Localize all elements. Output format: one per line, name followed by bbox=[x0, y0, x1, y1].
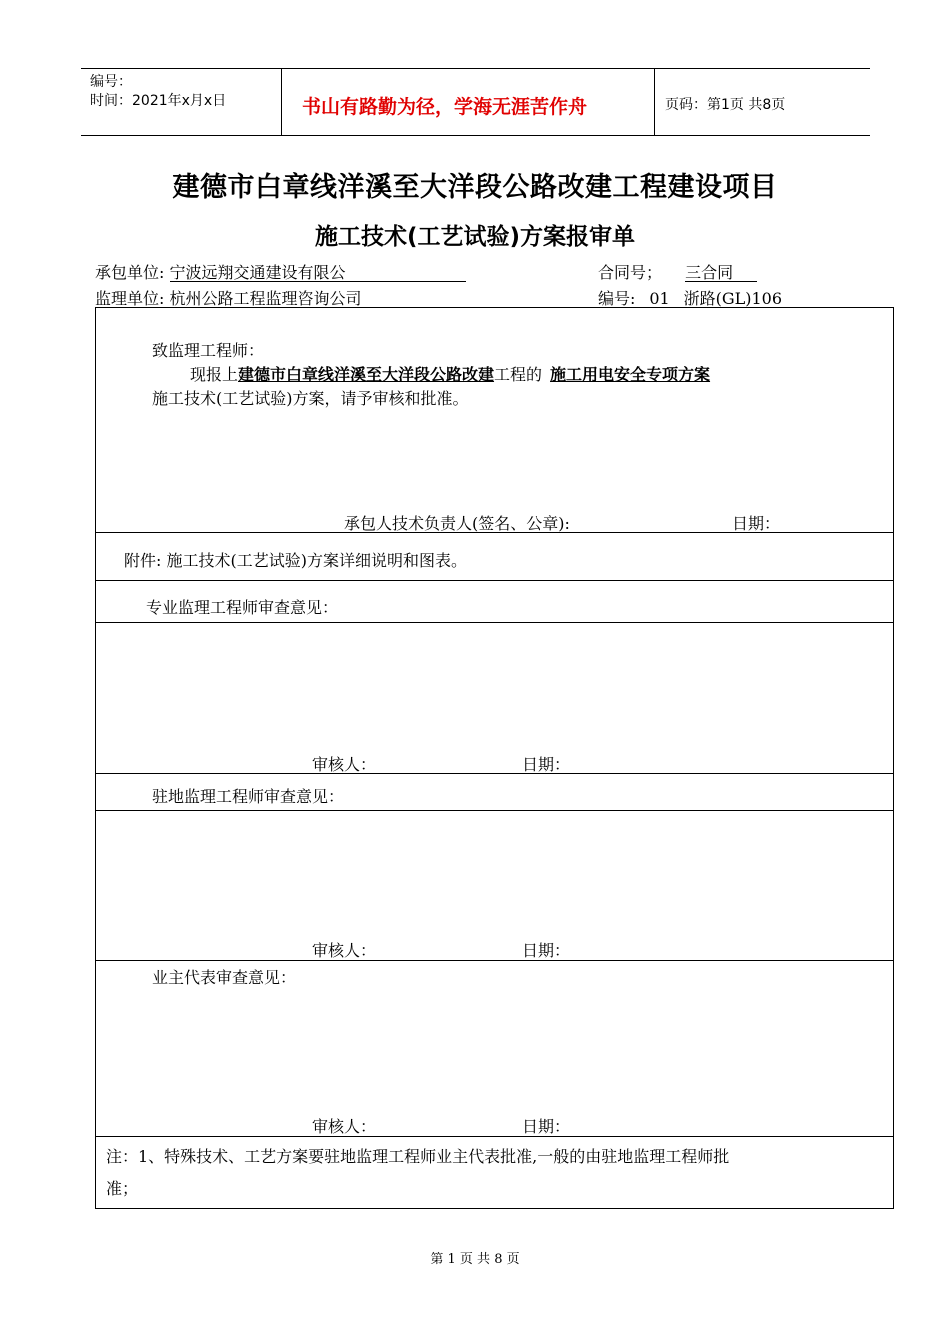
owner-review-title: 业主代表审查意见： bbox=[152, 968, 297, 987]
resident-review-title: 驻地监理工程师审查意见： bbox=[152, 787, 345, 806]
page-info: 页码：第1页 共8页 bbox=[665, 97, 786, 113]
divider bbox=[96, 960, 893, 961]
header-left-cell bbox=[81, 69, 282, 135]
contractor-label: 承包单位: bbox=[95, 263, 165, 282]
divider bbox=[96, 773, 893, 774]
contractor-row bbox=[95, 260, 466, 283]
divider bbox=[96, 1136, 893, 1137]
divider bbox=[96, 532, 893, 533]
header-motto-cell bbox=[282, 69, 655, 135]
resident-reviewer-label: 审核人： bbox=[312, 941, 377, 960]
motto-text: 书山有路勤为径，学海无涯苦作舟 bbox=[302, 96, 588, 118]
contract-value: 三合同 bbox=[685, 264, 757, 282]
submit-mid: 工程的 bbox=[494, 365, 543, 384]
form-title: 施工技术(工艺试验)方案报审单 bbox=[314, 224, 636, 250]
project-title: 建德市白章线洋溪至大洋段公路改建工程建设项目 bbox=[172, 172, 778, 203]
serial-value: 01 bbox=[641, 290, 679, 308]
divider bbox=[96, 622, 893, 623]
approval-form bbox=[95, 307, 894, 1209]
specialist-reviewer-label: 审核人： bbox=[312, 755, 377, 774]
contractor-date-label: 日期： bbox=[732, 514, 781, 533]
divider bbox=[96, 810, 893, 811]
submit-line bbox=[190, 362, 710, 385]
greeting: 致监理工程师： bbox=[152, 341, 265, 360]
contract-row bbox=[598, 260, 757, 283]
serial-row bbox=[598, 286, 782, 309]
scheme-name: 施工用电安全专项方案 bbox=[550, 365, 711, 384]
specialist-date-label: 日期： bbox=[522, 755, 571, 774]
contract-label: 合同号； bbox=[598, 263, 663, 282]
supervisor-row bbox=[95, 286, 466, 309]
header-page-cell bbox=[655, 69, 870, 135]
owner-date-label: 日期： bbox=[522, 1117, 571, 1136]
number-label: 编号： bbox=[90, 74, 132, 90]
submit-line-2: 施工技术(工艺试验)方案，请予审核和批准。 bbox=[152, 389, 469, 408]
project-name: 建德市白章线洋溪至大洋段公路改建 bbox=[238, 365, 495, 384]
contractor-sign-label: 承包人技术负责人(签名、公章): bbox=[344, 514, 570, 533]
document-header bbox=[81, 68, 870, 136]
serial-label: 编号: bbox=[598, 289, 636, 308]
supervisor-label: 监理单位: bbox=[95, 289, 165, 308]
serial-suffix: 浙路(GL)106 bbox=[683, 289, 783, 308]
time-label: 时间：2021年x月x日 bbox=[90, 93, 227, 109]
note-line-1: 注：1、特殊技术、工艺方案要驻地监理工程师业主代表批准,一般的由驻地监理工程师批 bbox=[106, 1147, 730, 1166]
divider bbox=[96, 580, 893, 581]
note-line-2: 准； bbox=[106, 1179, 139, 1198]
contractor-value: 宁波远翔交通建设有限公 bbox=[170, 264, 466, 282]
page-footer: 第 1 页 共 8 页 bbox=[430, 1252, 520, 1267]
supervisor-value: 杭州公路工程监理咨询公司 bbox=[170, 290, 466, 308]
owner-reviewer-label: 审核人： bbox=[312, 1117, 377, 1136]
attachment-note: 附件: 施工技术(工艺试验)方案详细说明和图表。 bbox=[124, 551, 467, 570]
specialist-review-title: 专业监理工程师审查意见： bbox=[146, 598, 339, 617]
resident-date-label: 日期： bbox=[522, 941, 571, 960]
submit-prefix: 现报上 bbox=[190, 365, 239, 384]
